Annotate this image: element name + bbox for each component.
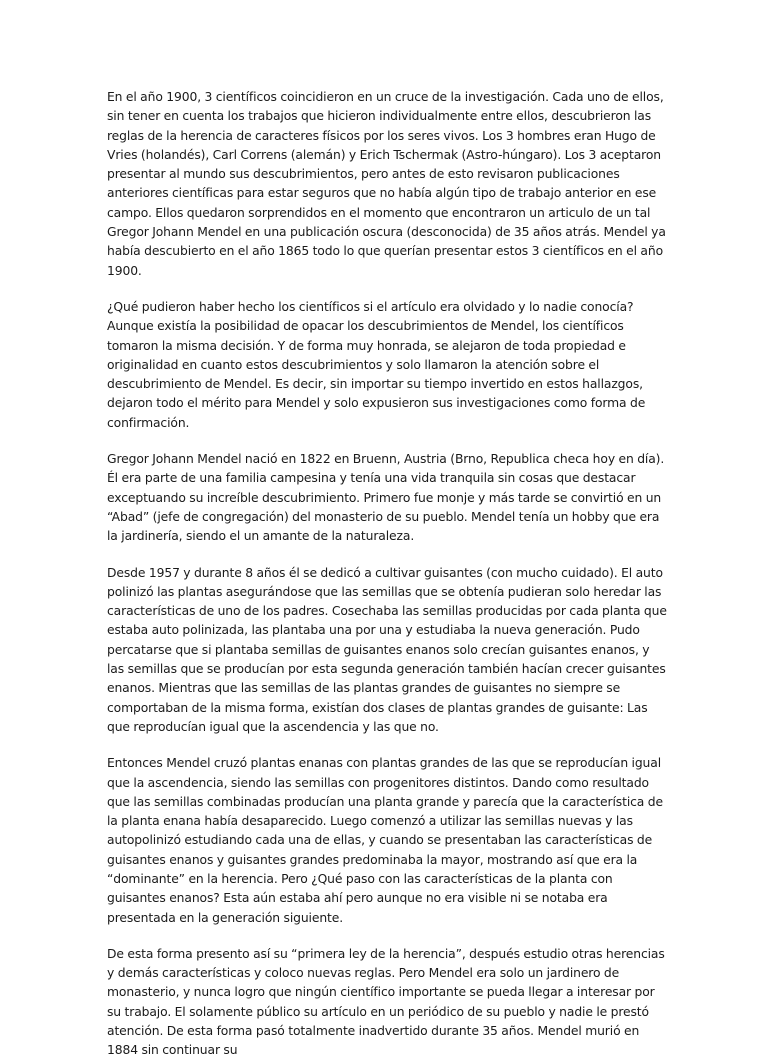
paragraph-2: ¿Qué pudieron haber hecho los científicos si el artículo era olvidado y lo nadie conocía? Aunque existía la posibilidad de opacar los descubrimientos de Mendel, los científicos tomaron la misma decisión. Y de forma muy honrada, se alejaron de toda propiedad e originalidad en cuanto estos descubrimientos y solo llamaron la atención sobre el descubrimiento de Mendel. Es decir, sin importar su tiempo invertido en estos hallazgos, dejaron todo el mérito para Mendel y solo expusieron sus investigaciones como forma de confirmación. bbox=[107, 299, 646, 430]
paragraph-5: Entonces Mendel cruzó plantas enanas con plantas grandes de las que se reproducían igual que la ascendencia, siendo las semillas con progenitores distintos. Dando como resultado que las semillas combinadas producían una planta grande y parecía que la característica de la planta enana había desaparecido. Luego comenzó a utilizar las semillas nuevas y las autopolinizó estudiando cada una de ellas, y cuando se presentaban las características de guisantes enanos y guisantes grandes predominaba la mayor, mostrando así que era la “dominante” en la herencia. Pero ¿Qué paso con las características de la planta con guisantes enanos? Esta aún estaba ahí pero aunque no era visible ni se notaba era presentada en la generación siguiente. bbox=[107, 756, 663, 925]
paragraph-3: Gregor Johann Mendel nació en 1822 en Bruenn, Austria (Brno, Republica checa hoy en día). Él era parte de una familia campesina y tenía una vida tranquila sin cosas que destacar exceptuando su increíble descubrimiento. Primero fue monje y más tarde se convirtió en un “Abad” (jefe de congregación) del monasterio de su pueblo. Mendel tenía un hobby que era la jardinería, siendo el un amante de la naturaleza. bbox=[107, 452, 665, 544]
paragraph-4: Desde 1957 y durante 8 años él se dedicó a cultivar guisantes (con mucho cuidado). El auto polinizó las plantas asegurándose que las semillas que se obtenía pudieran solo heredar las características de uno de los padres. Cosechaba las semillas producidas por cada planta que estaba auto polinizada, las plantaba una por una y estudiaba la nueva generación. Pudo percatarse que si plantaba semillas de guisantes enanos solo crecían guisantes enanos, y las semillas que se producían por esta segunda generación también hacían crecer guisantes enanos. Mientras que las semillas de las plantas grandes de guisantes no siempre se comportaban de la misma forma, existían dos clases de plantas grandes de guisante: Las que reproducían igual que la ascendencia y las que no. bbox=[107, 565, 667, 734]
paragraph-6: De esta forma presento así su “primera ley de la herencia”, después estudio otras herencias y demás características y coloco nuevas reglas. Pero Mendel era solo un jardinero de monasterio, y nunca logro que ningún científico importante se pueda llegar a interesar por su trabajo. El solamente público su artículo en un periódico de su pueblo y nadie le prestó atención. De esta forma pasó totalmente inadvertido durante 35 años. Mendel murió en 1884 sin continuar su bbox=[107, 946, 665, 1058]
paragraph-1: En el año 1900, 3 científicos coincidieron en un cruce de la investigación. Cada uno de ellos, sin tener en cuenta los trabajos que hicieron individualmente entre ellos, descubrieron las reglas de la herencia de caracteres físicos por los seres vivos. Los 3 hombres eran Hugo de Vries (holandés), Carl Correns (alemán) y Erich Tschermak (Astro-húngaro). Los 3 aceptaron presentar al mundo sus descubrimientos, pero antes de esto revisaron publicaciones anteriores científicas para estar seguros que no había algún tipo de trabajo anterior en ese campo. Ellos quedaron sorprendidos en el momento que encontraron un articulo de un tal Gregor Johann Mendel en una publicación oscura (desconocida) de 35 años atrás. Mendel ya había descubierto en el año 1865 todo lo que querían presentar estos 3 científicos en el año 1900. bbox=[107, 90, 666, 278]
